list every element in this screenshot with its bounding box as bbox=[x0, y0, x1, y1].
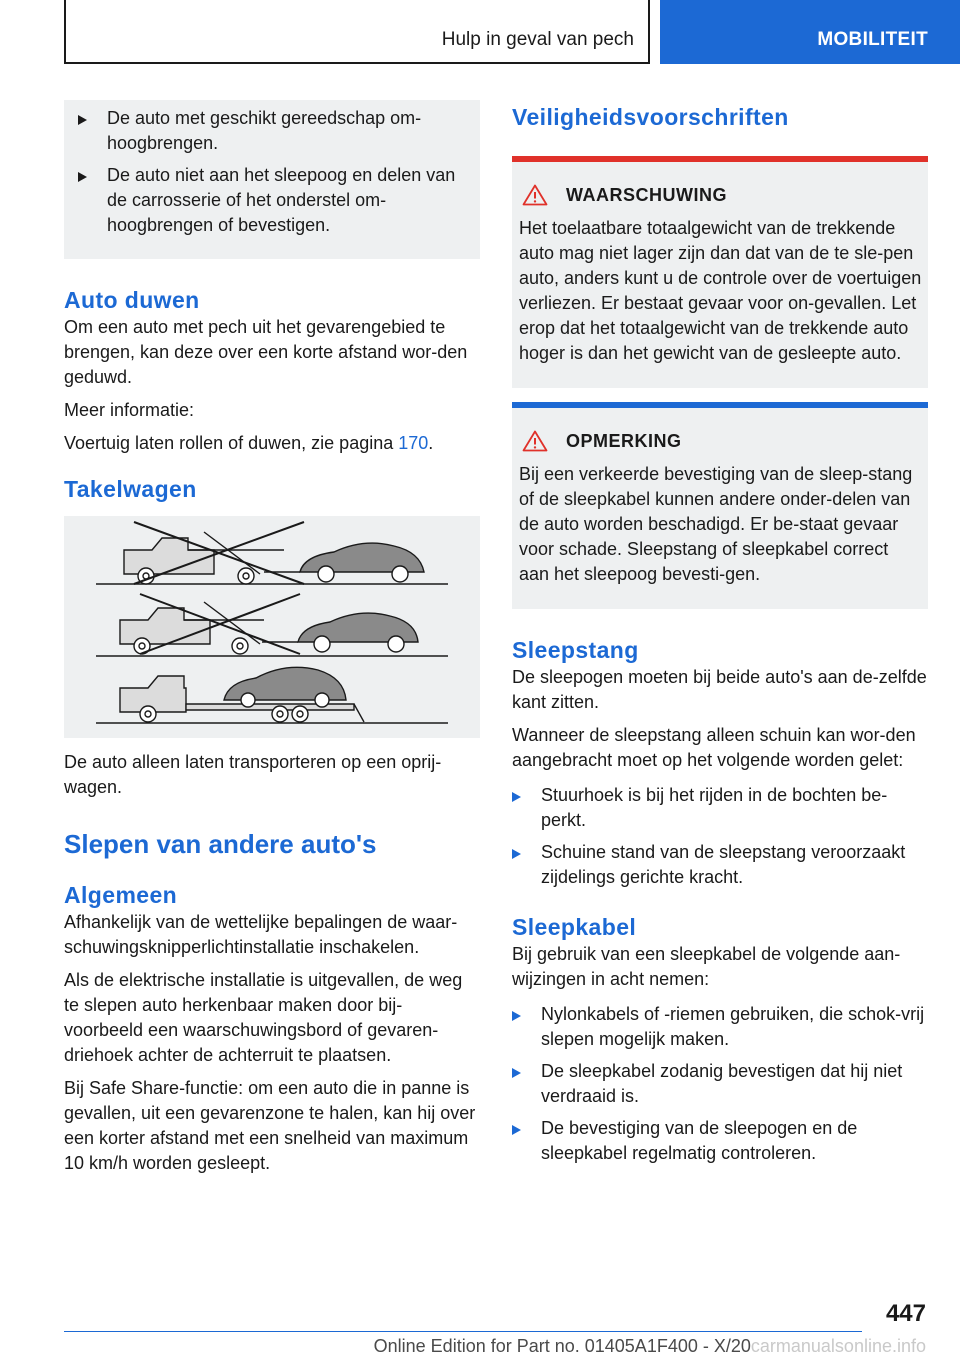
list-item-text: De auto niet aan het sleepoog en delen van de carrosserie of het onderstel om-hoogbrengen of bevestigen. bbox=[107, 165, 456, 235]
list-item-text: De auto met geschikt gereedschap om-hoogbrengen. bbox=[107, 108, 422, 153]
warning-header bbox=[512, 162, 928, 208]
bullet-triangle-icon bbox=[512, 849, 521, 859]
list-item bbox=[512, 1002, 928, 1052]
reference-text bbox=[64, 431, 480, 456]
bullet-triangle-icon bbox=[512, 1011, 521, 1021]
warning-box bbox=[512, 156, 928, 388]
sleepkabel-bullet-list bbox=[512, 1002, 928, 1166]
takelwagen-caption: De auto alleen laten transporteren op een oprij-wagen. bbox=[64, 752, 442, 797]
warning-title: WAARSCHUWING bbox=[566, 184, 727, 205]
note-title: OPMERKING bbox=[566, 430, 682, 451]
list-item bbox=[78, 163, 466, 238]
heading-sleepkabel: Sleepkabel bbox=[512, 914, 637, 940]
heading-slepen: Slepen van andere auto's bbox=[64, 829, 377, 859]
warning-triangle-icon bbox=[522, 184, 548, 206]
note-header bbox=[512, 408, 928, 454]
bullet-triangle-icon bbox=[512, 792, 521, 802]
list-item-text: Nylonkabels of -riemen gebruiken, die schok-vrij slepen mogelijk maken. bbox=[541, 1004, 925, 1049]
sleepstang-text-2: Wanneer de sleepstang alleen schuin kan wor-den aangebracht moet op het volgende worden gelet: bbox=[512, 725, 916, 770]
right-column bbox=[512, 100, 928, 1173]
heading-sleepstang: Sleepstang bbox=[512, 637, 639, 663]
header-title-box bbox=[64, 0, 650, 64]
sleepstang-bullet-list bbox=[512, 783, 928, 890]
note-box bbox=[512, 402, 928, 609]
algemeen-text-3: Bij Safe Share-functie: om een auto die in panne is gevallen, uit een gevarenzone te halen, kan hij over een korter afstand met een snelheid van maximum 10 km/h worden gesleept. bbox=[64, 1078, 476, 1173]
warning-triangle-icon bbox=[522, 430, 548, 452]
warning-text: Het toelaatbare totaalgewicht van de trekkende auto mag niet lager zijn dan dat van de te sle-pen auto, anders kunt u de controle over de voertuigen verliezen. Er bestaat gevaar voor on-gevallen. Let erop dat het totaalgewicht van de trekkende auto hoger is dan het gewicht van de gesleepte auto. bbox=[519, 218, 922, 363]
page-header bbox=[0, 0, 960, 66]
auto-duwen-text: Om een auto met pech uit het gevarengebied te brengen, kan deze over een korte afstand wor-den geduwd. bbox=[64, 317, 468, 387]
list-item bbox=[512, 783, 928, 833]
bullet-triangle-icon bbox=[512, 1068, 521, 1078]
bullet-triangle-icon bbox=[512, 1125, 521, 1135]
left-column bbox=[64, 100, 480, 1184]
list-item-text: De sleepkabel zodanig bevestigen dat hij niet verdraaid is. bbox=[541, 1061, 903, 1106]
bullet-triangle-icon bbox=[78, 115, 87, 125]
note-text: Bij een verkeerde bevestiging van de sleep-stang of de sleepkabel kunnen andere onder-delen van de auto worden beschadigd. Er be-staat gevaar voor schade. Sleepstang of sleepkabel correct aan het sleepoog bevesti-gen. bbox=[519, 464, 913, 584]
list-item-text: De bevestiging van de sleepogen en de sleepkabel regelmatig controleren. bbox=[541, 1118, 858, 1163]
top-bullet-box bbox=[64, 100, 480, 259]
algemeen-text-2: Als de elektrische installatie is uitgevallen, de weg te slepen auto herkenbaar maken door bij-voorbeeld een waarschuwingsbord of gevaren-driehoek achter de achterruit te plaatsen. bbox=[64, 970, 463, 1065]
reference-prefix: Voertuig laten rollen of duwen, zie pagina bbox=[64, 433, 399, 453]
reference-suffix: . bbox=[428, 433, 434, 453]
top-bullet-list bbox=[78, 106, 466, 238]
towing-diagram-image bbox=[64, 516, 480, 738]
header-title: Hulp in geval van pech bbox=[441, 29, 634, 50]
towing-illustration bbox=[64, 516, 480, 738]
list-item-text: Stuurhoek is bij het rijden in de bochten be-perkt. bbox=[541, 785, 888, 830]
footer-divider bbox=[64, 1331, 862, 1332]
meer-informatie-text: Meer informatie: bbox=[64, 400, 195, 420]
header-section-label: MOBILITEIT bbox=[817, 29, 928, 50]
heading-takelwagen: Takelwagen bbox=[64, 476, 197, 502]
page-number: 447 bbox=[885, 1300, 926, 1327]
list-item bbox=[512, 1059, 928, 1109]
list-item bbox=[512, 840, 928, 890]
bullet-triangle-icon bbox=[78, 172, 87, 182]
sleepkabel-text: Bij gebruik van een sleepkabel de volgende aan-wijzingen in acht nemen: bbox=[512, 944, 901, 989]
algemeen-text-1: Afhankelijk van de wettelijke bepalingen de waar-schuwingsknipperlichtinstallatie inschakelen. bbox=[64, 912, 458, 957]
footer-edition bbox=[374, 1336, 926, 1357]
footer-edition-text: Online Edition for Part no. 01405A1F400 - X/20 bbox=[373, 1336, 751, 1356]
heading-algemeen: Algemeen bbox=[64, 882, 178, 908]
header-section-tab bbox=[660, 0, 960, 64]
list-item bbox=[78, 106, 466, 156]
heading-auto-duwen: Auto duwen bbox=[64, 287, 200, 313]
heading-veiligheidsvoorschriften: Veiligheidsvoorschriften bbox=[512, 104, 789, 130]
footer-watermark: carmanualsonline.info bbox=[750, 1336, 926, 1356]
list-item bbox=[512, 1116, 928, 1166]
list-item-text: Schuine stand van de sleepstang veroorzaakt zijdelings gerichte kracht. bbox=[541, 842, 906, 887]
page-link[interactable]: 170 bbox=[398, 433, 429, 453]
sleepstang-text-1: De sleepogen moeten bij beide auto's aan de-zelfde kant zitten. bbox=[512, 667, 927, 712]
